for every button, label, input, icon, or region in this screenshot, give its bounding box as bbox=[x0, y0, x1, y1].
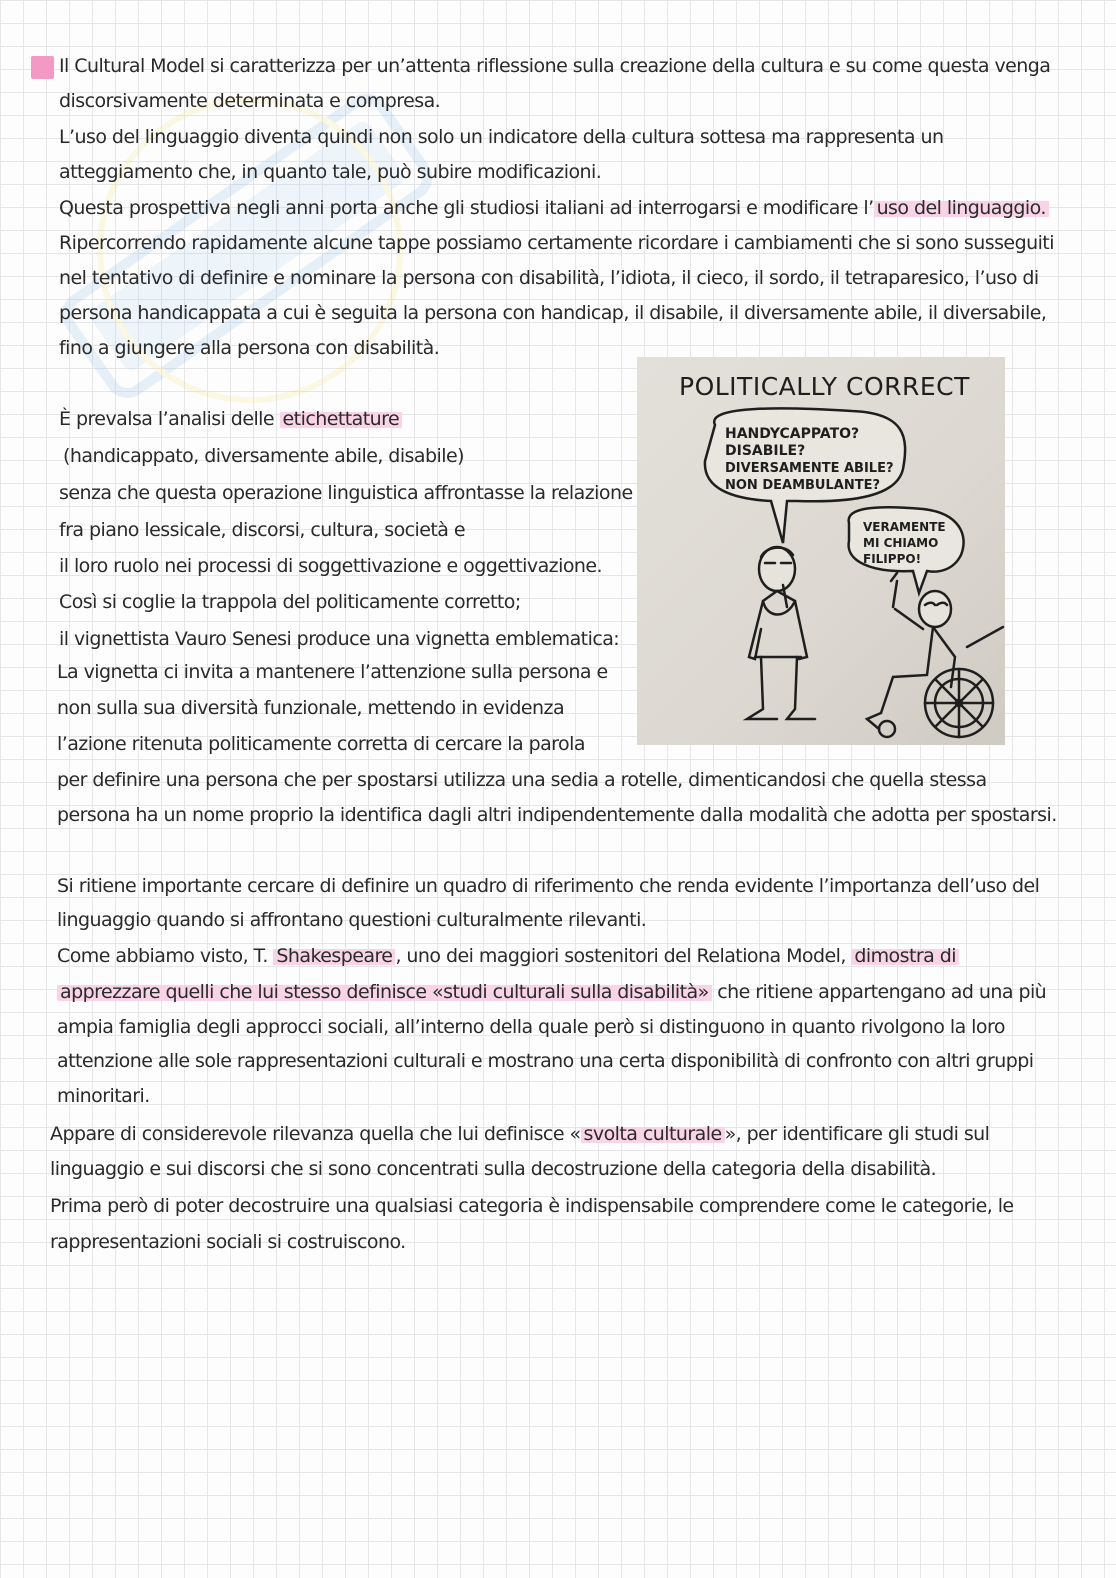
highlight: etichettature bbox=[280, 408, 403, 430]
bubble1-line: NON DEAMBULANTE? bbox=[725, 478, 880, 493]
bubble1-line: DIVERSAMENTE ABILE? bbox=[725, 461, 894, 476]
text-line: per definire una persona che per spostarsi utilizza una sedia a rotelle, dimenticandosi che quella stessa bbox=[57, 769, 987, 791]
text-line: Come abbiamo visto, T. Shakespeare , uno dei maggiori sostenitori del Relationa Model, dimostra di bbox=[57, 943, 959, 969]
text-line: nel tentativo di definire e nominare la persona con disabilità, l’idiota, il cieco, il sordo, il tetraparesico, l’uso di bbox=[59, 267, 1039, 289]
text-line: l’azione ritenuta politicamente corretta di cercare la parola bbox=[57, 733, 585, 755]
highlight: apprezzare quelli che lui stesso definisce «studi culturali sulla disabilità» bbox=[57, 981, 712, 1003]
text-line: fra piano lessicale, discorsi, cultura, società e bbox=[59, 519, 466, 541]
text-line: persona ha un nome proprio la identifica dagli altri indipendentemente dalla modalità che adotta per spostarsi. bbox=[57, 804, 1057, 826]
wheelchair-man bbox=[867, 573, 1003, 737]
text-line: Questa prospettiva negli anni porta anche gli studiosi italiani ad interrogarsi e modificare l’ uso del linguaggio. bbox=[59, 195, 1049, 221]
text-line: Ripercorrendo rapidamente alcune tappe possiamo certamente ricordare i cambiamenti che si sono susseguiti bbox=[59, 232, 1054, 254]
highlight: svolta culturale bbox=[581, 1123, 725, 1145]
text-line: il vignettista Vauro Senesi produce una vignetta emblematica: bbox=[59, 628, 620, 650]
bubble2-line: VERAMENTE bbox=[863, 520, 946, 534]
bubble2-line: MI CHIAMO bbox=[863, 536, 939, 550]
text-line: rappresentazioni sociali si costruiscono. bbox=[50, 1231, 406, 1253]
text-line: Appare di considerevole rilevanza quella che lui definisce « svolta culturale », per identificare gli studi sul bbox=[50, 1123, 990, 1145]
text-line: minoritari. bbox=[57, 1085, 150, 1107]
text-line: (handicappato, diversamente abile, disabile) bbox=[63, 445, 464, 467]
text-line: attenzione alle sole rappresentazioni culturali e mostrano una certa disponibilità di confronto con altri gruppi bbox=[57, 1050, 1034, 1072]
text-line: Il Cultural Model si caratterizza per un’attenta riflessione sulla creazione della cultura e su come questa venga bbox=[59, 55, 1051, 77]
text-line: L’uso del linguaggio diventa quindi non solo un indicatore della cultura sottesa ma rappresenta un bbox=[59, 126, 944, 148]
text-line: La vignetta ci invita a mantenere l’attenzione sulla persona e bbox=[57, 661, 608, 683]
highlight: dimostra di bbox=[851, 945, 959, 967]
text-line: Prima però di poter decostruire una qualsiasi categoria è indispensabile comprendere come le categorie, le bbox=[50, 1195, 1014, 1217]
text-line: senza che questa operazione linguistica affrontasse la relazione bbox=[59, 482, 633, 504]
standing-man bbox=[747, 547, 815, 719]
text-line: non sulla sua diversità funzionale, mettendo in evidenza bbox=[57, 697, 565, 719]
text-line: linguaggio quando si affrontano questioni culturalmente rilevanti. bbox=[57, 909, 647, 931]
cartoon-title: POLITICALLY CORRECT bbox=[679, 372, 970, 401]
text-line: il loro ruolo nei processi di soggettivazione e oggettivazione. bbox=[59, 555, 603, 577]
text-line: ampia famiglia degli approcci sociali, all’interno della quale però si distinguono in quanto rivolgono la loro bbox=[57, 1016, 1005, 1038]
highlight: Shakespeare bbox=[273, 945, 395, 967]
text-line: persona handicappata a cui è seguita la persona con handicap, il disabile, il diversamente abile, il diversabile, bbox=[59, 302, 1047, 324]
text-line: atteggiamento che, in quanto tale, può subire modificazioni. bbox=[59, 161, 602, 183]
bubble1-line: DISABILE? bbox=[725, 443, 806, 459]
text-line: Si ritiene importante cercare di definire un quadro di riferimento che renda evidente l’importanza dell’uso del bbox=[57, 875, 1040, 897]
text-line: linguaggio e sui discorsi che si sono concentrati sulla decostruzione della categoria della disabilità. bbox=[50, 1158, 937, 1180]
text-line: apprezzare quelli che lui stesso definisce «studi culturali sulla disabilità» che ritiene appartengano ad una più bbox=[57, 979, 1046, 1005]
text-line: Così si coglie la trappola del politicamente corretto; bbox=[59, 591, 521, 613]
text-line: fino a giungere alla persona con disabilità. bbox=[59, 337, 440, 359]
bubble2-line: FILIPPO! bbox=[863, 552, 922, 566]
section-marker bbox=[31, 56, 54, 79]
text-line: discorsivamente determinata e compresa. bbox=[59, 90, 441, 112]
highlight: uso del linguaggio. bbox=[874, 197, 1049, 219]
text-line: È prevalsa l’analisi delle etichettature bbox=[59, 406, 402, 432]
cartoon-image bbox=[637, 357, 1005, 745]
bubble1-line: HANDYCAPPATO? bbox=[725, 426, 860, 442]
